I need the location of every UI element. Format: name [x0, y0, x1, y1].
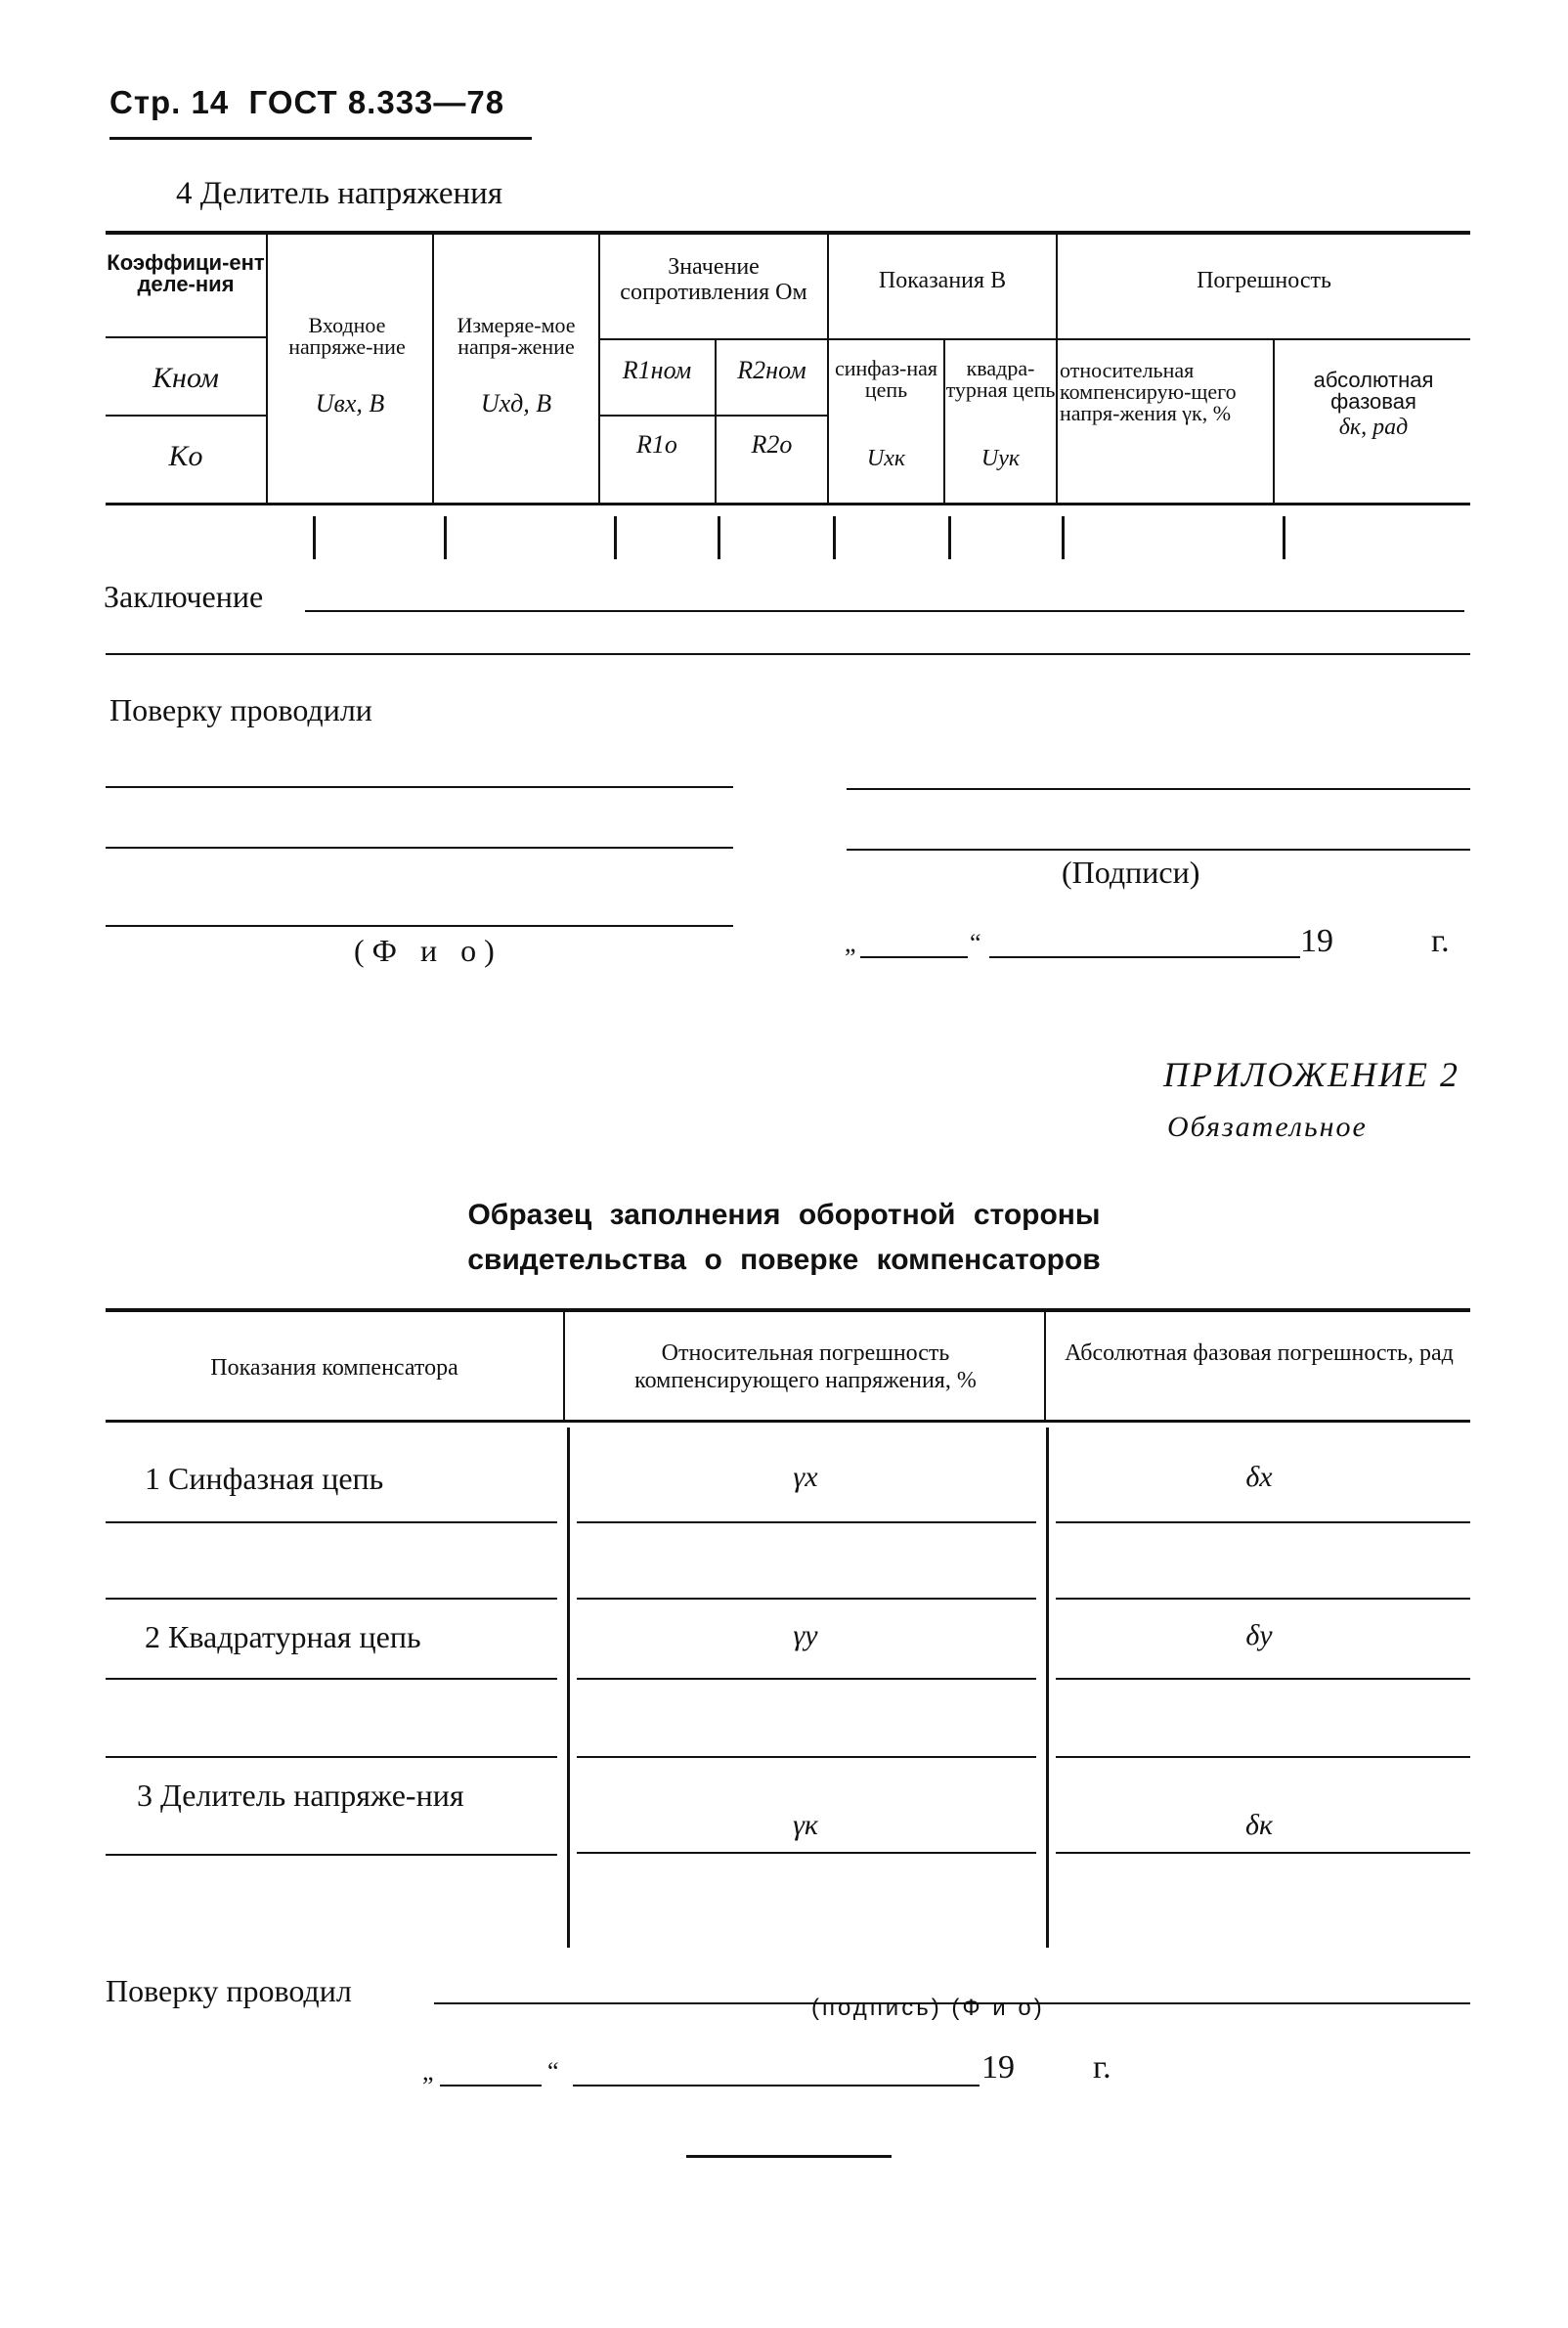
appendix-title: ПРИЛОЖЕНИЕ 2: [1163, 1055, 1459, 1094]
header-underline: [109, 137, 532, 140]
col-input-symbol: Uвх, В: [315, 389, 385, 417]
sign-fio-caption: (подпись) (Ф и о): [811, 1995, 1045, 2021]
t2-v3: [567, 1428, 570, 1948]
col-resistance: Значение сопротивления Ом: [620, 254, 807, 305]
checked-by2-label: Поверку проводил: [106, 1973, 352, 2008]
t2-row2-delta: δу: [1245, 1619, 1273, 1651]
t2-row2b-line-c: [1056, 1756, 1470, 1758]
t4-v8: [1273, 340, 1275, 503]
t4-h-res2: [598, 415, 827, 417]
t4-h-res1: [598, 338, 827, 340]
t2-row2-line-b: [577, 1678, 1036, 1680]
t4-h-err: [1056, 338, 1470, 340]
t2-row3-line-b: [577, 1852, 1036, 1854]
col-measured-symbol: Uхд, В: [480, 389, 552, 417]
t2-v4: [1046, 1428, 1049, 1948]
signature-line-2[interactable]: [847, 849, 1470, 851]
date-quote-open: „: [845, 929, 856, 957]
date2-day-line[interactable]: [440, 2085, 542, 2086]
date-month-line[interactable]: [989, 956, 1300, 958]
t4-body-v5: [833, 516, 836, 559]
t2-row1b-line-c: [1056, 1598, 1470, 1600]
table4-top-rule: [106, 231, 1470, 235]
r1-o: R1о: [636, 430, 677, 459]
t4-body-v2: [444, 516, 447, 559]
t4-v2: [432, 235, 434, 503]
t2-row2-line-a: [106, 1678, 557, 1680]
date-year: 19: [1300, 923, 1333, 959]
col-kvadrat-symbol: Uук: [980, 446, 1021, 471]
fio-caption: (Ф и о): [354, 933, 502, 968]
col-kvadrat: квадра-турная цепь: [945, 356, 1056, 402]
conclusion-line-2[interactable]: [106, 653, 1470, 655]
t2-row3-line-c: [1056, 1852, 1470, 1854]
col-coefficient: Коэффици-ент деле-ния: [107, 250, 265, 296]
name-line-2[interactable]: [106, 847, 733, 849]
date2-g: г.: [1093, 2049, 1111, 2086]
col-sinfaz: синфаз-ная цепь: [834, 356, 937, 402]
k-nom: Kном: [152, 362, 219, 394]
date-g: г.: [1431, 923, 1450, 959]
col-measured-voltage: Измеряе-мое напря-жение: [457, 313, 576, 359]
standard-number: ГОСТ 8.333—78: [248, 84, 505, 120]
col-error: Погрешность: [1197, 268, 1331, 293]
page-number: Стр. 14: [109, 84, 230, 120]
t2-row1-line-b: [577, 1521, 1036, 1523]
checked-by-label: Поверку проводили: [109, 692, 372, 727]
page-header: [109, 84, 504, 121]
table2-header-rule: [106, 1420, 1470, 1423]
t2-row2-gamma: γу: [793, 1619, 818, 1651]
col-error-relative: относительная компенсирую-щего напря-жения γк, %: [1060, 358, 1237, 425]
t4-body-v6: [948, 516, 951, 559]
t4-body-v3: [614, 516, 617, 559]
t4-h-coef2: [106, 415, 266, 417]
sample-title-1: Образец заполнения оборотной стороны: [467, 1199, 1101, 1231]
t2-row2b-line-a: [106, 1756, 557, 1758]
t2-row3-label: 3 Делитель напряже-ния: [137, 1778, 464, 1813]
signatures-caption: (Подписи): [1062, 855, 1200, 890]
r2-nom: R2ном: [737, 356, 806, 384]
t4-body-v7: [1062, 516, 1065, 559]
date-quote-close: “: [970, 929, 981, 957]
name-line-3[interactable]: [106, 925, 733, 927]
date2-year: 19: [981, 2049, 1015, 2086]
t2-row1-delta: δх: [1245, 1461, 1273, 1493]
table4-bottom-rule: [106, 503, 1470, 505]
t4-body-v8: [1283, 516, 1285, 559]
r2-o: R2о: [751, 430, 793, 459]
date2-quote-open: „: [422, 2057, 434, 2086]
name-line-1[interactable]: [106, 786, 733, 788]
t2-row1-line-a: [106, 1521, 557, 1523]
date2-month-line[interactable]: [573, 2085, 980, 2086]
t2-col-relative: Относительная погрешность компенсирующего напряжения, %: [634, 1340, 977, 1393]
col-error-absolute: абсолютная фазовая: [1313, 368, 1434, 414]
t2-row1-line-c: [1056, 1521, 1470, 1523]
col-input-voltage: Входное напряже-ние: [288, 313, 406, 359]
conclusion-line-1[interactable]: [305, 610, 1464, 612]
t2-row3-delta: δк: [1245, 1809, 1273, 1841]
t4-h-read: [827, 338, 1056, 340]
t2-row3-line-a: [106, 1854, 557, 1856]
t2-row1b-line-b: [577, 1598, 1036, 1600]
signature-line-1[interactable]: [847, 788, 1470, 790]
table4-title: 4 Делитель напряжения: [176, 176, 502, 211]
col-error-absolute-symbol: δк, рад: [1338, 415, 1409, 440]
k-o: Kо: [168, 440, 203, 472]
date-day-line[interactable]: [860, 956, 968, 958]
closing-rule: [686, 2155, 892, 2158]
t2-row3-gamma: γк: [793, 1809, 818, 1841]
t2-col-readings: Показания компенсатора: [210, 1355, 458, 1381]
t2-v1: [563, 1312, 565, 1420]
t2-row1-label: 1 Синфазная цепь: [145, 1461, 384, 1496]
appendix-subtitle: Обязательное: [1167, 1111, 1368, 1143]
col-readings: Показания В: [878, 268, 1007, 293]
t4-h-coef1: [106, 336, 266, 338]
col-sinfaz-symbol: Uхк: [866, 446, 906, 471]
conclusion-label: Заключение: [104, 579, 264, 614]
t2-v2: [1044, 1312, 1046, 1420]
t4-v1: [266, 235, 268, 503]
t2-row1-gamma: γх: [793, 1461, 818, 1493]
r1-nom: R1ном: [622, 356, 692, 384]
t2-row2-label: 2 Квадратурная цепь: [145, 1619, 421, 1654]
t4-body-v1: [313, 516, 316, 559]
t2-col-absolute: Абсолютная фазовая погрешность, рад: [1065, 1340, 1454, 1366]
t2-row1b-line-a: [106, 1598, 557, 1600]
date2-quote-close: “: [547, 2057, 559, 2086]
table2-top-rule: [106, 1308, 1470, 1312]
t2-row2-line-c: [1056, 1678, 1470, 1680]
t4-body-v4: [718, 516, 720, 559]
t2-row2b-line-b: [577, 1756, 1036, 1758]
sample-title-2: свидетельства о поверке компенсаторов: [467, 1244, 1101, 1276]
